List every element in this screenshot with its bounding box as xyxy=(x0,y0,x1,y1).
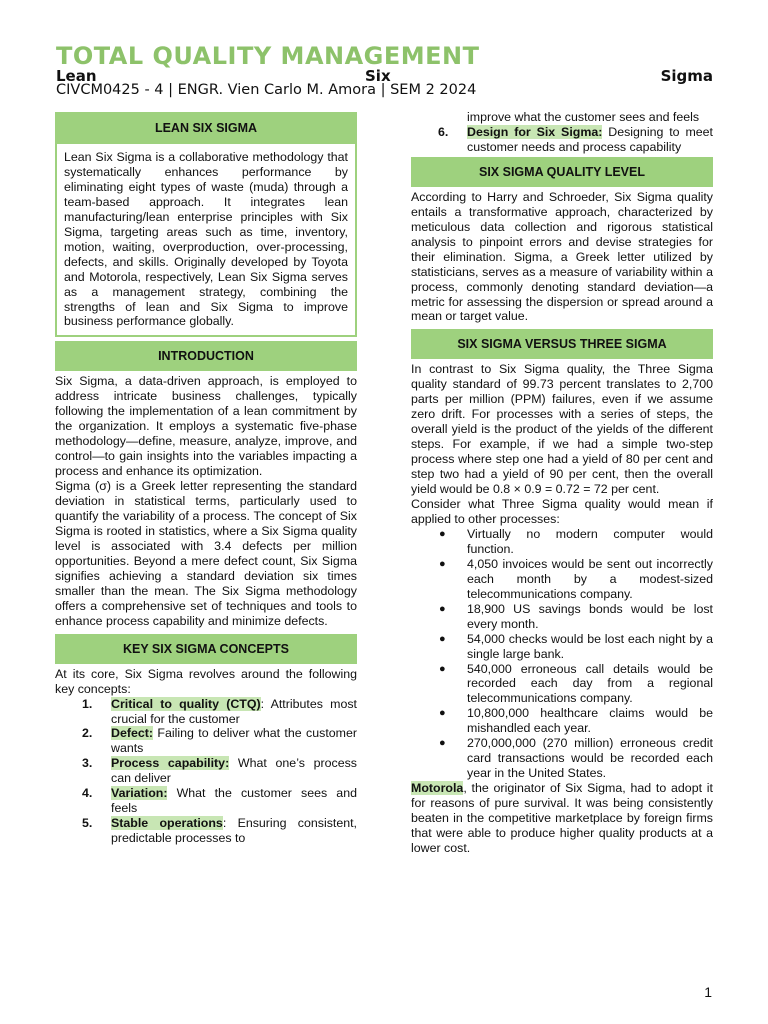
introduction-paragraph-2: Sigma (σ) is a Greek letter representing the standard deviation in statistical terms, particularly used to quantify the variability of a process. The concept of Six Sigma is rooted in statistics, where a Six Sigma quality level is associated with 3.4 defects per million opportunities. Beyond a mere defect count, Six Sigma signifies achieving a standard deviation six times smaller than the mean. The Six Sigma methodology offers a comprehensive set of techniques and tools to enhance process capability and minimize defects. xyxy=(55,479,357,628)
list-item: ● 10,800,000 healthcare claims would be mishandled each year. xyxy=(439,706,713,736)
quality-level-heading: SIX SIGMA QUALITY LEVEL xyxy=(411,157,713,187)
quality-level-body: According to Harry and Schroeder, Six Sigma quality entails a transformative approach, characterized by meticulous data collection and rigorous statistical analysis to pinpoint errors and devise strategies for their elimination. Sigma, a Greek letter utilized by statisticians, serves as a measure of variability within a process, commonly denoting standard deviation—a metric for assessing the dispersion or spread around a mean or target value. xyxy=(411,189,713,324)
introduction-paragraph-1: Six Sigma, a data-driven approach, is employed to address intricate business challenges, typically following the implementation of a lean commitment by the organization. It employs a systematic five-phase methodology—define, measure, analyze, improve, and control—to gain insights into the variables impacting a process and enhance its optimization. xyxy=(55,374,357,479)
three-sigma-examples-list xyxy=(411,527,713,781)
course-line: CIVCM0425 - 4 | ENGR. Vien Carlo M. Amora | SEM 2 2024 xyxy=(56,82,477,98)
key-concepts-intro: At its core, Six Sigma revolves around the following key concepts: xyxy=(55,666,357,696)
lean-six-sigma-heading: LEAN SIX SIGMA xyxy=(55,112,357,142)
motorola-paragraph: Motorola, the originator of Six Sigma, had to adopt it for reasons of pure survival. It was being consistently beaten in the competitive marketplace by foreign firms that were able to produce higher quality products at a lower cost. xyxy=(411,781,713,855)
list-item: ● 54,000 checks would be lost each night by a single large bank. xyxy=(439,631,713,661)
lean-six-sigma-box xyxy=(55,142,357,337)
list-item: 4. Variation: What the customer sees and feels xyxy=(82,786,357,816)
list-item: 3. Process capability: What one’s process can deliver xyxy=(82,756,357,786)
list-item: ● 270,000,000 (270 million) erroneous credit card transactions would be recorded each year in the United States. xyxy=(439,736,713,781)
subtitle-sigma: Sigma xyxy=(660,67,713,85)
key-concepts-list-continued xyxy=(411,110,713,155)
subtitle-lean: Lean xyxy=(56,67,97,85)
list-item: 2. Defect: Failing to deliver what the customer wants xyxy=(82,726,357,756)
list-item: ● Virtually no modern computer would function. xyxy=(439,526,713,556)
left-column xyxy=(55,112,357,846)
list-item: ● 540,000 erroneous call details would be recorded each day from a regional telecommunications company. xyxy=(439,661,713,706)
versus-paragraph-2: Consider what Three Sigma quality would mean if applied to other processes: xyxy=(411,497,713,526)
introduction-heading: INTRODUCTION xyxy=(55,341,357,371)
right-column xyxy=(411,110,713,856)
list-item-continued: improve what the customer sees and feels xyxy=(467,110,700,124)
subtitle-six: Six xyxy=(365,67,391,85)
page-number: 1 xyxy=(704,984,712,1000)
key-concepts-list xyxy=(55,697,357,847)
versus-paragraph-1: In contrast to Six Sigma quality, the Three Sigma quality standard of 99.73 percent translates to 2,700 parts per million (PPM) failures, even if we assume zero drift. For processes with a series of steps, the overall yield is the product of the yields of the different steps. For example, if we had a simple two-step process where step one had a yield of 80 per cent and step two had a yield of 90 per cent, then the overall yield would be 0.8 × 0.9 = 0.72 = 72 per cent. xyxy=(411,362,713,497)
list-item: ● 18,900 US savings bonds would be lost every month. xyxy=(439,601,713,631)
list-item: 6. Design for Six Sigma: Designing to meet customer needs and process capability xyxy=(438,124,713,154)
document-title: TOTAL QUALITY MANAGEMENT xyxy=(56,42,480,70)
list-item: ● 4,050 invoices would be sent out incorrectly each month by a modest-sized telecommunications company. xyxy=(439,556,713,601)
key-concepts-heading: KEY SIX SIGMA CONCEPTS xyxy=(55,634,357,664)
list-item: 5. Stable operations: Ensuring consistent, predictable processes to xyxy=(82,816,357,846)
versus-heading: SIX SIGMA VERSUS THREE SIGMA xyxy=(411,329,713,359)
list-item: 1. Critical to quality (CTQ): Attributes most crucial for the customer xyxy=(82,696,357,726)
lean-six-sigma-body: Lean Six Sigma is a collaborative methodology that systematically enhances performance by eliminating eight types of waste (muda) through a team-based approach. It integrates lean manufacturing/lean enterprise principles with Six Sigma, targeting areas such as time, inventory, motion, waiting, overproduction, over-processing, defects, and skills. Originally developed by Toyota and Motorola, respectively, Lean Six Sigma serves as a management strategy, combining the strengths of lean and Six Sigma to improve business performance globally. xyxy=(64,150,348,329)
